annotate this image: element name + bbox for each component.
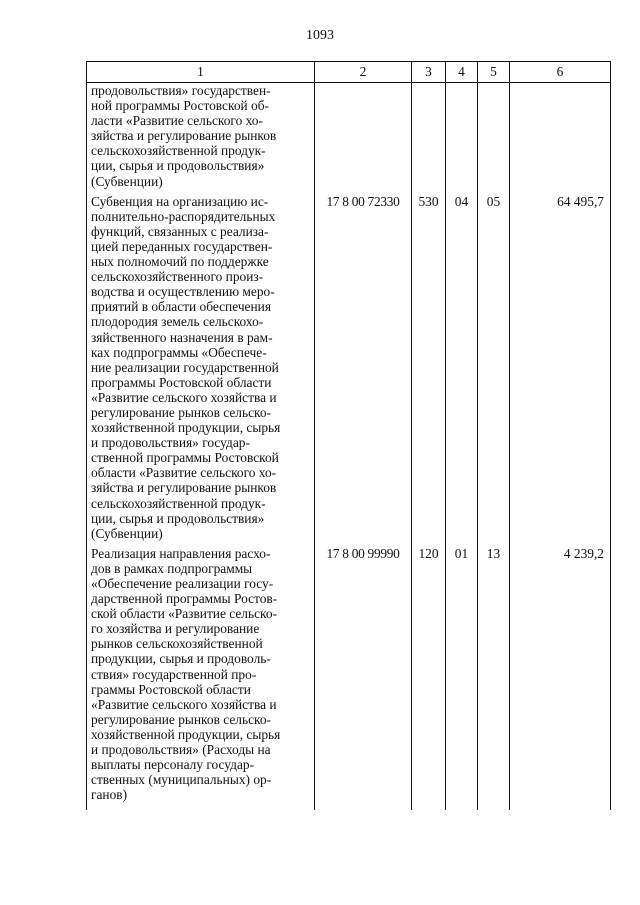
row-type-code: 530: [412, 191, 446, 543]
page-number: 1093: [306, 28, 334, 43]
row-amount: [510, 83, 611, 191]
row-subsection-code: 13: [478, 543, 510, 810]
column-header-3: 3: [412, 62, 446, 83]
row-description: Субвенция на организацию ис- полнительно-распорядительных функций, связанных с реализа- цией переданных государствен- ных полномочий по поддержке сельскохозяйственного произ- водства и осуществлению меро- приятий в области обеспечения плодородия земель сельскохо- зяйственного назначения в рам- ках подпрограммы «Обеспече- ние реализации государственной программы Ростовской области «Развитие сельского хозяйства и регулирование рынков сельско- хозяйственной продукции, сырья и продовольствия» государ- ственной программы Ростовской области «Развитие сельского хо- зяйства и регулирование рынков сельскохозяйственной продук- ции, сырья и продовольствия» (Субвенции): [87, 191, 315, 543]
column-header-6: 6: [510, 62, 611, 83]
column-header-2: 2: [315, 62, 412, 83]
row-section-code: 04: [446, 191, 478, 543]
row-description: продовольствия» государствен- ной программы Ростовской об- ласти «Развитие сельского хо- зяйства и регулирование рынков сельскохозяйственной продук- ции, сырья и продовольствия» (Субвенции): [87, 83, 315, 191]
row-amount: 4 239,2: [510, 543, 611, 810]
row-code: [315, 83, 412, 191]
row-description: Реализация направления расхо- дов в рамках подпрограммы «Обеспечение реализации госу- дарственной программы Ростов- ской области «Развитие сельско- го хозяйства и регулирование рынков сельскохозяйственной продукции, сырья и продоволь- ствия» государственной про- граммы Ростовской области «Развитие сельского хозяйства и регулирование рынков сельско- хозяйственной продукции, сырья и продовольствия» (Расходы на выплаты персоналу государ- ственных (муниципальных) ор- ганов): [87, 543, 315, 810]
row-amount: 64 495,7: [510, 191, 611, 543]
row-type-code: 120: [412, 543, 446, 810]
row-subsection-code: 05: [478, 191, 510, 543]
row-section-code: 01: [446, 543, 478, 810]
row-subsection-code: [478, 83, 510, 191]
table-row: [87, 191, 611, 543]
table-header-row: [87, 62, 611, 83]
row-code: 17 8 00 99990: [315, 543, 412, 810]
row-type-code: [412, 83, 446, 191]
table-row: [87, 83, 611, 191]
column-header-4: 4: [446, 62, 478, 83]
column-header-5: 5: [478, 62, 510, 83]
column-header-1: 1: [87, 62, 315, 83]
row-section-code: [446, 83, 478, 191]
table-row: [87, 543, 611, 810]
budget-table: [86, 61, 611, 810]
row-code: 17 8 00 72330: [315, 191, 412, 543]
